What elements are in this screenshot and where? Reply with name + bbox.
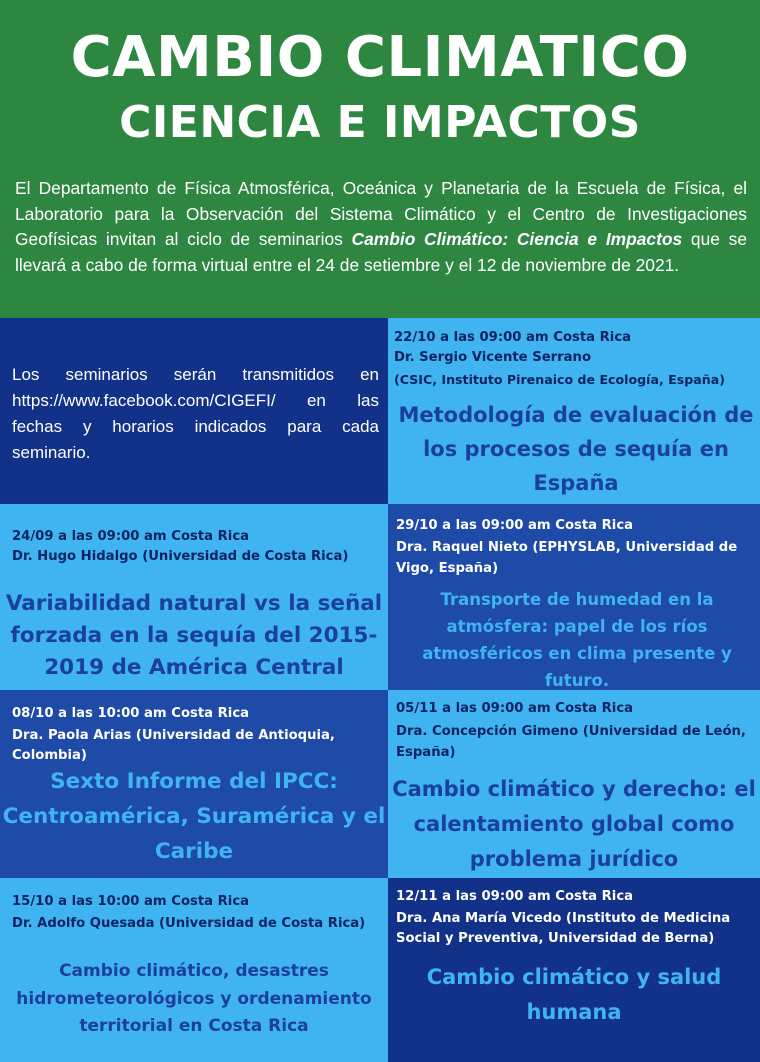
seminar-card (388, 318, 760, 504)
seminar-topic: Variabilidad natural vs la señal forzada en la sequía del 2015-2019 de América Central (5, 591, 383, 680)
seminar-topic: Transporte de humedad en la atmósfera: papel de los ríos atmosféricos en clima presente y futuro. (422, 590, 732, 690)
seminar-affiliation: (CSIC, Instituto Pirenaico de Ecología, España) (394, 372, 725, 387)
seminar-speaker: Dr. Sergio Vicente Serrano (394, 350, 592, 365)
seminar-date: 29/10 a las 09:00 am Costa Rica (396, 518, 634, 533)
seminar-date: 12/11 a las 09:00 am Costa Rica (396, 889, 634, 904)
header-banner (0, 0, 760, 318)
seminar-card (0, 690, 388, 878)
seminar-date: 24/09 a las 09:00 am Costa Rica (12, 529, 250, 544)
seminar-card (0, 878, 388, 1062)
intro-paragraph (15, 176, 747, 278)
seminar-speaker: Dra. Paola Arias (Universidad de Antioquia, Colombia) (12, 728, 335, 763)
seminar-speaker: Dra. Concepción Gimeno (Universidad de León, España) (396, 724, 746, 760)
seminar-card (0, 504, 388, 690)
seminar-topic: Cambio climático y salud humana (426, 965, 722, 1024)
seminar-speaker: Dr. Adolfo Quesada (Universidad de Costa Rica) (12, 916, 366, 931)
seminar-date: 08/10 a las 10:00 am Costa Rica (12, 706, 250, 721)
seminar-date: 15/10 a las 10:00 am Costa Rica (12, 894, 250, 909)
main-title: CAMBIO CLIMATICO (70, 25, 690, 90)
seminar-speaker: Dra. Ana María Vicedo (Instituto de Medicina Social y Preventiva, Universidad de Berna) (396, 911, 731, 946)
seminar-card (388, 690, 760, 878)
seminar-topic: Sexto Informe del IPCC: Centroamérica, Suramérica y el Caribe (2, 769, 386, 864)
seminar-speaker: Dr. Hugo Hidalgo (Universidad de Costa Rica) (12, 549, 349, 564)
intro-series-name: Cambio Climático: Ciencia e Impactos (351, 229, 683, 249)
seminar-topic: Cambio climático y derecho: el calentamiento global como problema jurídico (392, 777, 756, 871)
seminar-topic: Cambio climático, desastres hidrometeorológicos y ordenamiento territorial en Costa Rica (16, 961, 372, 1036)
seminar-date: 05/11 a las 09:00 am Costa Rica (396, 701, 634, 716)
seminar-date: 22/10 a las 09:00 am Costa Rica (394, 330, 632, 345)
intro-text-start: El Departamento de Física Atmosférica, Oceánica y Planetaria de la Escuela de Física, el Laboratorio para la Observación del Sistema Climático y el Centro de Investigaciones Geofísicas invitan al ciclo de seminarios (15, 178, 747, 249)
seminar-card (388, 504, 760, 690)
info-text: Los seminarios serán transmitidos en https://www.facebook.com/CIGEFI/ en las fechas y horarios indicados para cada seminario. (12, 365, 379, 462)
seminar-topic: Metodología de evaluación de los procesos de sequía en España (398, 403, 754, 495)
intro-text-end: que se llevará a cabo de forma virtual entre el 24 de setiembre y el 12 de noviembre de 2021. (15, 229, 748, 275)
seminar-speaker: Dra. Raquel Nieto (EPHYSLAB, Universidad de Vigo, España) (396, 540, 738, 576)
subtitle: CIENCIA E IMPACTOS (119, 97, 641, 148)
seminar-card (388, 878, 760, 1062)
